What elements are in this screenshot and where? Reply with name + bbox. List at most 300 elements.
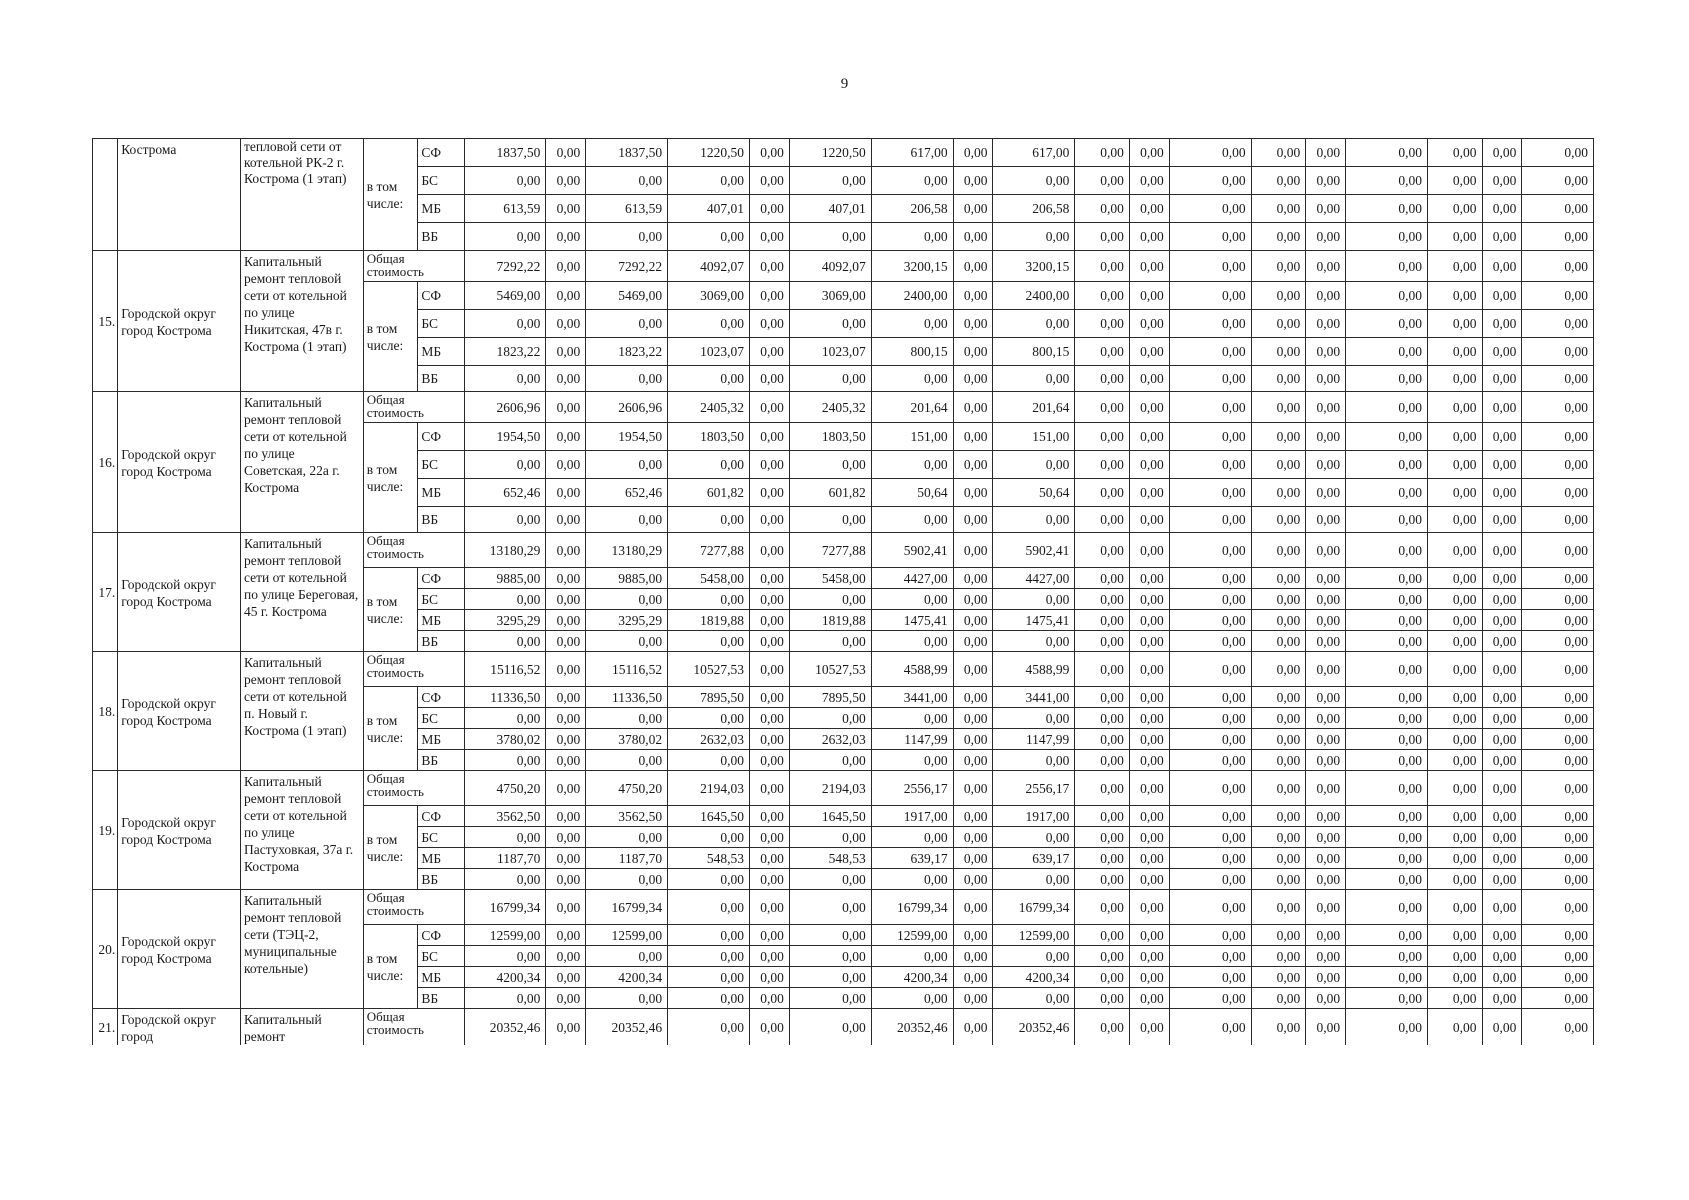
value-cell: 0,00 [993, 167, 1075, 195]
value-cell: 548,53 [668, 848, 750, 869]
value-cell: 0,00 [1482, 729, 1522, 750]
value-cell: 0,00 [464, 988, 546, 1009]
value-cell: 0,00 [1482, 533, 1522, 568]
value-cell: 0,00 [1169, 423, 1251, 451]
value-cell: 1819,88 [789, 610, 871, 631]
value-cell: 0,00 [586, 451, 668, 479]
value-cell: 201,64 [871, 392, 953, 423]
value-cell: 0,00 [586, 589, 668, 610]
value-cell: 0,00 [1522, 310, 1594, 338]
value-cell: 0,00 [546, 988, 586, 1009]
value-cell: 0,00 [789, 750, 871, 771]
value-cell: 0,00 [1306, 610, 1346, 631]
value-cell: 0,00 [1129, 967, 1169, 988]
value-cell: 2606,96 [586, 392, 668, 423]
value-cell: 0,00 [871, 366, 953, 392]
value-cell: 0,00 [1482, 195, 1522, 223]
value-cell: 0,00 [1522, 423, 1594, 451]
value-cell: 0,00 [1427, 869, 1482, 890]
row-index: 19. [93, 771, 118, 890]
value-cell: 0,00 [1306, 946, 1346, 967]
value-cell: 0,00 [789, 708, 871, 729]
value-cell: 0,00 [871, 589, 953, 610]
value-cell: 0,00 [586, 507, 668, 533]
value-cell: 0,00 [993, 750, 1075, 771]
value-cell: 0,00 [1427, 988, 1482, 1009]
object-cell: Капитальный ремонт тепловой сети от котельной по улице Пастуховкая, 37а г. Кострома [240, 771, 363, 890]
value-cell: 0,00 [1306, 988, 1346, 1009]
value-cell: 0,00 [464, 869, 546, 890]
value-cell: 0,00 [1129, 533, 1169, 568]
value-cell: 0,00 [1522, 687, 1594, 708]
value-cell: 0,00 [1306, 282, 1346, 310]
value-cell: 0,00 [1075, 533, 1130, 568]
value-cell: 1954,50 [586, 423, 668, 451]
region-cell: Городской округ город Кострома [118, 251, 241, 392]
value-cell: 0,00 [546, 890, 586, 925]
value-cell: 4200,34 [464, 967, 546, 988]
value-cell: 0,00 [464, 631, 546, 652]
value-cell: 617,00 [871, 139, 953, 167]
value-cell: 0,00 [789, 890, 871, 925]
including-label: в том числе: [363, 423, 418, 533]
value-cell: 0,00 [1482, 479, 1522, 507]
value-cell: 0,00 [1427, 282, 1482, 310]
value-cell: 0,00 [1306, 589, 1346, 610]
value-cell: 0,00 [1075, 750, 1130, 771]
value-cell: 652,46 [464, 479, 546, 507]
value-cell: 0,00 [668, 451, 750, 479]
value-cell: 0,00 [586, 946, 668, 967]
funding-code: ВБ [418, 223, 464, 251]
value-cell: 0,00 [1075, 423, 1130, 451]
value-cell: 800,15 [871, 338, 953, 366]
value-cell: 0,00 [993, 708, 1075, 729]
value-cell: 0,00 [1075, 195, 1130, 223]
value-cell: 206,58 [993, 195, 1075, 223]
value-cell: 0,00 [546, 729, 586, 750]
value-cell: 0,00 [1251, 729, 1306, 750]
funding-code: ВБ [418, 631, 464, 652]
value-cell: 0,00 [953, 988, 993, 1009]
value-cell: 0,00 [546, 223, 586, 251]
value-cell: 1187,70 [586, 848, 668, 869]
value-cell: 206,58 [871, 195, 953, 223]
value-cell: 0,00 [1075, 652, 1130, 687]
value-cell: 0,00 [749, 338, 789, 366]
value-cell: 0,00 [1251, 223, 1306, 251]
value-cell: 1475,41 [993, 610, 1075, 631]
row-index: 20. [93, 890, 118, 1009]
value-cell: 0,00 [1306, 771, 1346, 806]
value-cell: 0,00 [749, 806, 789, 827]
funding-code: СФ [418, 282, 464, 310]
value-cell: 0,00 [1482, 806, 1522, 827]
funding-code: ВБ [418, 507, 464, 533]
value-cell: 0,00 [1169, 479, 1251, 507]
value-cell: 0,00 [953, 423, 993, 451]
value-cell: 0,00 [749, 988, 789, 1009]
value-cell: 0,00 [1251, 451, 1306, 479]
value-cell: 4588,99 [871, 652, 953, 687]
value-cell: 0,00 [1482, 869, 1522, 890]
value-cell: 0,00 [993, 310, 1075, 338]
value-cell: 7277,88 [789, 533, 871, 568]
value-cell: 0,00 [1251, 392, 1306, 423]
value-cell: 0,00 [1251, 988, 1306, 1009]
value-cell: 0,00 [1075, 392, 1130, 423]
value-cell: 0,00 [1251, 533, 1306, 568]
value-cell: 2632,03 [668, 729, 750, 750]
value-cell: 0,00 [546, 925, 586, 946]
row-index: 17. [93, 533, 118, 652]
value-cell: 0,00 [1075, 1009, 1130, 1046]
value-cell: 0,00 [749, 729, 789, 750]
value-cell: 1023,07 [668, 338, 750, 366]
value-cell: 0,00 [1306, 251, 1346, 282]
value-cell: 0,00 [1075, 139, 1130, 167]
value-cell: 0,00 [1075, 631, 1130, 652]
value-cell: 0,00 [749, 1009, 789, 1046]
value-cell: 0,00 [1129, 652, 1169, 687]
value-cell: 0,00 [1129, 366, 1169, 392]
value-cell: 2606,96 [464, 392, 546, 423]
value-cell: 0,00 [993, 988, 1075, 1009]
value-cell: 0,00 [1427, 533, 1482, 568]
value-cell: 11336,50 [464, 687, 546, 708]
funding-code: БС [418, 827, 464, 848]
value-cell: 0,00 [546, 589, 586, 610]
value-cell: 0,00 [668, 167, 750, 195]
value-cell: 0,00 [953, 195, 993, 223]
value-cell: 0,00 [1169, 589, 1251, 610]
value-cell: 0,00 [871, 869, 953, 890]
value-cell: 0,00 [1482, 282, 1522, 310]
value-cell: 0,00 [668, 589, 750, 610]
value-cell: 0,00 [464, 310, 546, 338]
total-cost-label: Общая стоимость [363, 652, 464, 687]
value-cell: 0,00 [1522, 771, 1594, 806]
value-cell: 11336,50 [586, 687, 668, 708]
value-cell: 0,00 [1427, 771, 1482, 806]
value-cell: 0,00 [1169, 507, 1251, 533]
value-cell: 0,00 [953, 568, 993, 589]
table-row [93, 251, 1594, 282]
value-cell: 0,00 [1346, 533, 1428, 568]
value-cell: 0,00 [1169, 310, 1251, 338]
funding-code: СФ [418, 925, 464, 946]
value-cell: 0,00 [953, 507, 993, 533]
including-label: в том числе: [363, 568, 418, 652]
value-cell: 0,00 [1522, 848, 1594, 869]
value-cell: 0,00 [749, 366, 789, 392]
value-cell: 0,00 [1169, 282, 1251, 310]
value-cell: 0,00 [1251, 282, 1306, 310]
funding-code: БС [418, 167, 464, 195]
value-cell: 0,00 [1522, 946, 1594, 967]
table-row [93, 771, 1594, 806]
value-cell: 0,00 [1306, 568, 1346, 589]
value-cell: 0,00 [1522, 631, 1594, 652]
funding-code: МБ [418, 848, 464, 869]
value-cell: 0,00 [1427, 610, 1482, 631]
value-cell: 0,00 [1129, 423, 1169, 451]
value-cell: 0,00 [871, 451, 953, 479]
value-cell: 0,00 [546, 392, 586, 423]
value-cell: 0,00 [1169, 631, 1251, 652]
value-cell: 0,00 [1075, 167, 1130, 195]
total-cost-label: Общая стоимость [363, 392, 464, 423]
value-cell: 20352,46 [586, 1009, 668, 1046]
value-cell: 0,00 [953, 925, 993, 946]
value-cell: 0,00 [1129, 139, 1169, 167]
value-cell: 0,00 [1482, 507, 1522, 533]
value-cell: 0,00 [1482, 946, 1522, 967]
value-cell: 12599,00 [871, 925, 953, 946]
value-cell: 1803,50 [668, 423, 750, 451]
value-cell: 0,00 [1346, 869, 1428, 890]
value-cell: 0,00 [1306, 366, 1346, 392]
value-cell: 0,00 [1075, 251, 1130, 282]
value-cell: 13180,29 [586, 533, 668, 568]
value-cell: 0,00 [871, 988, 953, 1009]
value-cell: 0,00 [1346, 925, 1428, 946]
value-cell: 0,00 [953, 652, 993, 687]
value-cell: 0,00 [1306, 806, 1346, 827]
value-cell: 0,00 [1346, 967, 1428, 988]
value-cell: 0,00 [749, 890, 789, 925]
value-cell: 0,00 [1427, 946, 1482, 967]
value-cell: 0,00 [953, 869, 993, 890]
value-cell: 0,00 [1169, 869, 1251, 890]
value-cell: 0,00 [668, 310, 750, 338]
value-cell: 0,00 [546, 338, 586, 366]
value-cell: 0,00 [546, 631, 586, 652]
value-cell: 0,00 [953, 631, 993, 652]
value-cell: 0,00 [1169, 139, 1251, 167]
funding-code: БС [418, 946, 464, 967]
value-cell: 0,00 [668, 925, 750, 946]
value-cell: 0,00 [1427, 631, 1482, 652]
value-cell: 0,00 [1251, 687, 1306, 708]
value-cell: 0,00 [1129, 848, 1169, 869]
value-cell: 1837,50 [464, 139, 546, 167]
value-cell: 0,00 [1346, 750, 1428, 771]
value-cell: 0,00 [1306, 310, 1346, 338]
value-cell: 3295,29 [586, 610, 668, 631]
value-cell: 0,00 [586, 708, 668, 729]
value-cell: 0,00 [1129, 392, 1169, 423]
value-cell: 639,17 [993, 848, 1075, 869]
value-cell: 0,00 [1346, 827, 1428, 848]
value-cell: 20352,46 [464, 1009, 546, 1046]
value-cell: 0,00 [546, 708, 586, 729]
value-cell: 0,00 [1075, 806, 1130, 827]
value-cell: 0,00 [1522, 750, 1594, 771]
value-cell: 1187,70 [464, 848, 546, 869]
value-cell: 0,00 [953, 392, 993, 423]
value-cell: 0,00 [993, 366, 1075, 392]
value-cell: 0,00 [1169, 392, 1251, 423]
funding-code: БС [418, 451, 464, 479]
funding-code: МБ [418, 967, 464, 988]
value-cell: 0,00 [1129, 890, 1169, 925]
value-cell: 0,00 [546, 1009, 586, 1046]
value-cell: 0,00 [1427, 366, 1482, 392]
value-cell: 0,00 [546, 282, 586, 310]
value-cell: 0,00 [1075, 282, 1130, 310]
value-cell: 0,00 [1346, 338, 1428, 366]
value-cell: 0,00 [953, 338, 993, 366]
funding-code: ВБ [418, 366, 464, 392]
value-cell: 0,00 [1251, 366, 1306, 392]
value-cell: 4200,34 [586, 967, 668, 988]
value-cell: 0,00 [1169, 167, 1251, 195]
value-cell: 0,00 [1129, 806, 1169, 827]
value-cell: 0,00 [1427, 338, 1482, 366]
value-cell: 0,00 [1129, 708, 1169, 729]
object-cell: Капитальный ремонт тепловой сети от котельной п. Новый г. Кострома (1 этап) [240, 652, 363, 771]
value-cell: 0,00 [1522, 451, 1594, 479]
value-cell: 0,00 [953, 687, 993, 708]
value-cell: 0,00 [1251, 167, 1306, 195]
value-cell: 0,00 [1075, 848, 1130, 869]
value-cell: 0,00 [953, 946, 993, 967]
value-cell: 0,00 [1522, 806, 1594, 827]
value-cell: 0,00 [1427, 195, 1482, 223]
value-cell: 0,00 [1522, 610, 1594, 631]
value-cell: 0,00 [1251, 967, 1306, 988]
funding-code: ВБ [418, 750, 464, 771]
object-cell: Капитальный ремонт тепловой сети от котельной по улице Советская, 22а г. Кострома [240, 392, 363, 533]
value-cell: 0,00 [1306, 631, 1346, 652]
table-body [93, 139, 1594, 1046]
value-cell: 0,00 [1522, 392, 1594, 423]
value-cell: 0,00 [546, 806, 586, 827]
value-cell: 0,00 [1169, 195, 1251, 223]
value-cell: 0,00 [953, 366, 993, 392]
value-cell: 0,00 [546, 771, 586, 806]
value-cell: 0,00 [749, 652, 789, 687]
value-cell: 0,00 [1251, 946, 1306, 967]
value-cell: 0,00 [1346, 610, 1428, 631]
value-cell: 0,00 [1129, 507, 1169, 533]
value-cell: 800,15 [993, 338, 1075, 366]
value-cell: 4750,20 [464, 771, 546, 806]
value-cell: 1917,00 [993, 806, 1075, 827]
value-cell: 3069,00 [668, 282, 750, 310]
value-cell: 16799,34 [871, 890, 953, 925]
value-cell: 0,00 [871, 946, 953, 967]
value-cell: 0,00 [749, 507, 789, 533]
value-cell: 0,00 [1075, 687, 1130, 708]
value-cell: 0,00 [668, 223, 750, 251]
value-cell: 0,00 [953, 848, 993, 869]
value-cell: 0,00 [1251, 310, 1306, 338]
value-cell: 7895,50 [668, 687, 750, 708]
value-cell: 0,00 [1075, 223, 1130, 251]
value-cell: 0,00 [1251, 771, 1306, 806]
value-cell: 0,00 [1427, 750, 1482, 771]
value-cell: 0,00 [668, 988, 750, 1009]
value-cell: 0,00 [1346, 631, 1428, 652]
value-cell: 0,00 [749, 946, 789, 967]
value-cell: 0,00 [546, 610, 586, 631]
value-cell: 1475,41 [871, 610, 953, 631]
value-cell: 0,00 [1169, 533, 1251, 568]
value-cell: 0,00 [1306, 708, 1346, 729]
value-cell: 0,00 [586, 750, 668, 771]
value-cell: 0,00 [871, 631, 953, 652]
value-cell: 0,00 [1522, 533, 1594, 568]
value-cell: 0,00 [668, 507, 750, 533]
total-cost-label: Общая стоимость [363, 1009, 464, 1046]
value-cell: 0,00 [1482, 451, 1522, 479]
value-cell: 0,00 [668, 946, 750, 967]
value-cell: 0,00 [1075, 479, 1130, 507]
value-cell: 548,53 [789, 848, 871, 869]
value-cell: 4200,34 [871, 967, 953, 988]
funding-code: СФ [418, 568, 464, 589]
value-cell: 0,00 [749, 167, 789, 195]
value-cell: 0,00 [1306, 392, 1346, 423]
funding-code: БС [418, 708, 464, 729]
value-cell: 0,00 [993, 946, 1075, 967]
value-cell: 0,00 [749, 848, 789, 869]
value-cell: 0,00 [1251, 750, 1306, 771]
value-cell: 2194,03 [668, 771, 750, 806]
value-cell: 0,00 [871, 310, 953, 338]
value-cell: 0,00 [1306, 223, 1346, 251]
value-cell: 0,00 [464, 366, 546, 392]
value-cell: 0,00 [464, 223, 546, 251]
value-cell: 0,00 [1251, 848, 1306, 869]
value-cell: 0,00 [1169, 451, 1251, 479]
value-cell: 0,00 [749, 533, 789, 568]
value-cell: 1220,50 [668, 139, 750, 167]
value-cell: 0,00 [1075, 610, 1130, 631]
value-cell: 4200,34 [993, 967, 1075, 988]
value-cell: 0,00 [953, 890, 993, 925]
value-cell: 0,00 [586, 827, 668, 848]
value-cell: 0,00 [1522, 282, 1594, 310]
value-cell: 0,00 [586, 223, 668, 251]
value-cell: 0,00 [546, 310, 586, 338]
value-cell: 0,00 [1129, 925, 1169, 946]
funding-code: МБ [418, 338, 464, 366]
value-cell: 0,00 [1522, 652, 1594, 687]
value-cell: 1803,50 [789, 423, 871, 451]
value-cell: 0,00 [1522, 366, 1594, 392]
value-cell: 0,00 [1169, 771, 1251, 806]
value-cell: 0,00 [1169, 750, 1251, 771]
value-cell: 0,00 [789, 869, 871, 890]
value-cell: 0,00 [1129, 729, 1169, 750]
value-cell: 0,00 [1251, 827, 1306, 848]
value-cell: 0,00 [953, 827, 993, 848]
page-number: 9 [840, 76, 849, 92]
value-cell: 0,00 [789, 988, 871, 1009]
value-cell: 0,00 [1522, 967, 1594, 988]
value-cell: 0,00 [1251, 806, 1306, 827]
value-cell: 407,01 [668, 195, 750, 223]
value-cell: 0,00 [1075, 366, 1130, 392]
value-cell: 0,00 [1346, 771, 1428, 806]
value-cell: 0,00 [1482, 338, 1522, 366]
value-cell: 3780,02 [464, 729, 546, 750]
value-cell: 0,00 [1482, 366, 1522, 392]
row-index: 16. [93, 392, 118, 533]
